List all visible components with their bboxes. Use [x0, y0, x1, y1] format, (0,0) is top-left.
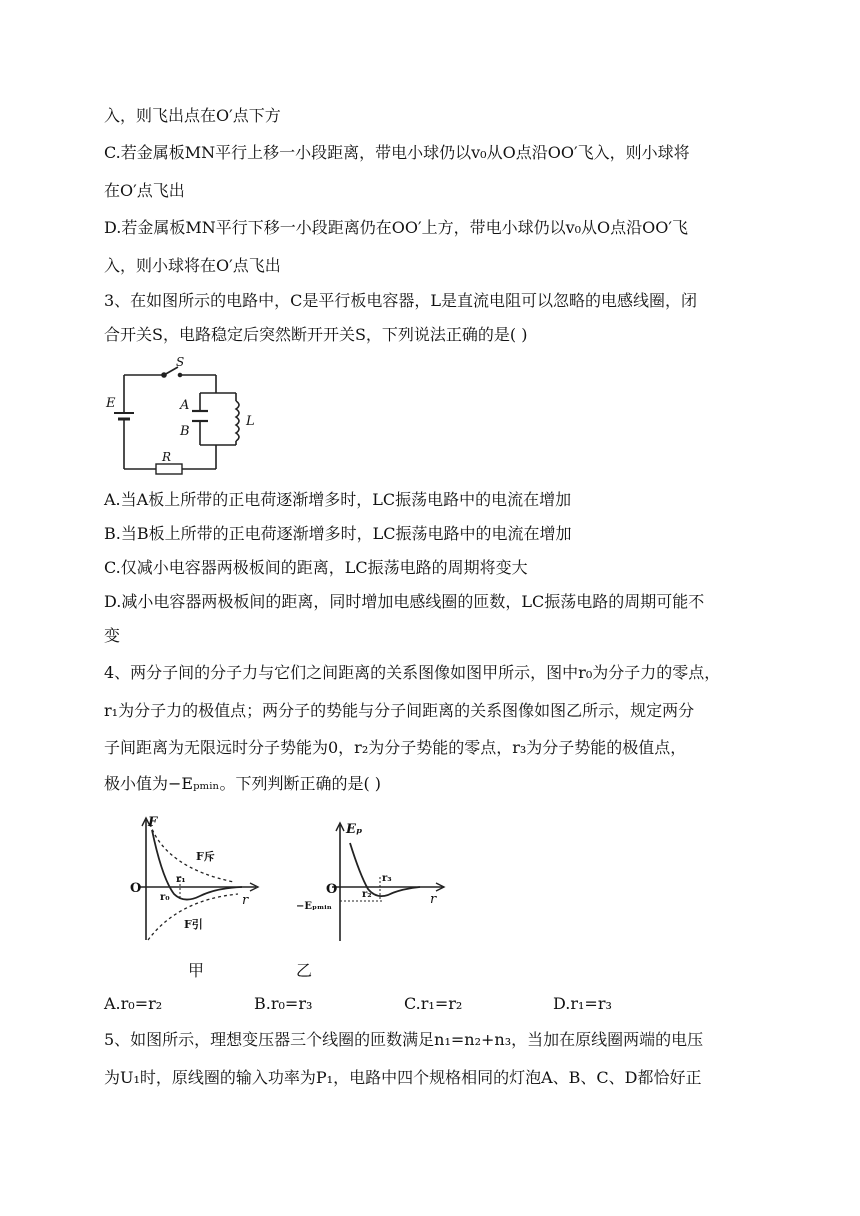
lc-circuit-diagram — [104, 355, 264, 475]
text-line: r₁为分子力的极值点；两分子的势能与分子间距离的关系图像如图乙所示，规定两分 — [104, 701, 695, 720]
force-distance-graph — [108, 810, 268, 948]
option-d: D.减小电容器两极板间的距离，同时增加电感线圈的匝数，LC振荡电路的周期可能不 — [104, 592, 705, 611]
option-b: B.r₀=r₃ — [254, 994, 313, 1013]
option-b: B.当B板上所带的正电荷逐渐增多时，LC振荡电路中的电流在增加 — [104, 524, 572, 543]
option-c: C.r₁=r₂ — [404, 994, 463, 1013]
origin-label: O — [130, 881, 142, 896]
energy-axis-label: Eₚ — [346, 822, 363, 837]
text-line: 子间距离为无限远时分子势能为0，r₂为分子势能的零点，r₃为分子势能的极值点， — [104, 738, 687, 757]
option-c: C.仅减小电容器两极板间的距离，LC振荡电路的周期将变大 — [104, 558, 528, 577]
question-4-options — [104, 994, 804, 1016]
text-line: 变 — [104, 626, 121, 645]
r1-label: r₁ — [176, 874, 186, 885]
plate-a-label: A — [180, 398, 190, 413]
question-3-stem: 3、在如图所示的电路中，C是平行板电容器，L是直流电阻可以忽略的电感线圈，闭 — [104, 291, 698, 310]
option-d: D.r₁=r₃ — [553, 994, 612, 1013]
text-line: 入，则飞出点在O′点下方 — [104, 106, 281, 125]
r3-label: r₃ — [382, 873, 392, 884]
text-line: 合开关S，电路稳定后突然断开开关S，下列说法正确的是( ) — [104, 325, 528, 344]
plate-b-label: B — [180, 424, 190, 439]
question-5-stem: 5、如图所示，理想变压器三个线圈的匝数满足n₁=n₂+n₃，当加在原线圈两端的电压 — [104, 1030, 704, 1049]
attractive-force-label: F引 — [184, 918, 203, 931]
distance-axis-label: r — [430, 892, 437, 907]
option-a: A.r₀=r₂ — [104, 994, 163, 1013]
r0-label: r₀ — [160, 892, 170, 903]
potential-energy-graph — [296, 815, 446, 945]
text-line: 为U₁时，原线圈的输入功率为P₁，电路中四个规格相同的灯泡A、B、C、D都恰好正 — [104, 1068, 702, 1087]
question-4-stem: 4、两分子间的分子力与它们之间距离的关系图像如图甲所示，图中r₀为分子力的零点， — [104, 663, 721, 682]
text-line: D.若金属板MN平行下移一小段距离仍在OO′上方，带电小球仍以v₀从O点沿OO′飞 — [104, 218, 689, 237]
repulsive-force-label: F斥 — [196, 850, 215, 863]
force-axis-label: F — [148, 815, 158, 830]
r2-label: r₂ — [362, 889, 372, 900]
text-line: 极小值为−Eₚₘᵢₙ。下列判断正确的是( ) — [104, 774, 382, 793]
origin-label: O — [326, 882, 338, 897]
graph-caption-jia: 甲 — [188, 961, 205, 980]
text-line: C.若金属板MN平行上移一小段距离，带电小球仍以v₀从O点沿OO′飞入，则小球将 — [104, 143, 690, 162]
option-a: A.当A板上所带的正电荷逐渐增多时，LC振荡电路中的电流在增加 — [104, 490, 572, 509]
text-line: 入，则小球将在O′点飞出 — [104, 256, 281, 275]
inductor-label: L — [246, 414, 255, 429]
resistor-label: R — [162, 450, 172, 464]
graph-caption-yi: 乙 — [296, 961, 313, 980]
distance-axis-label: r — [242, 893, 249, 908]
switch-label: S — [176, 355, 185, 369]
text-line: 在O′点飞出 — [104, 181, 185, 200]
battery-label: E — [106, 396, 116, 411]
min-energy-label: −Eₚₘᵢₙ — [296, 901, 332, 912]
